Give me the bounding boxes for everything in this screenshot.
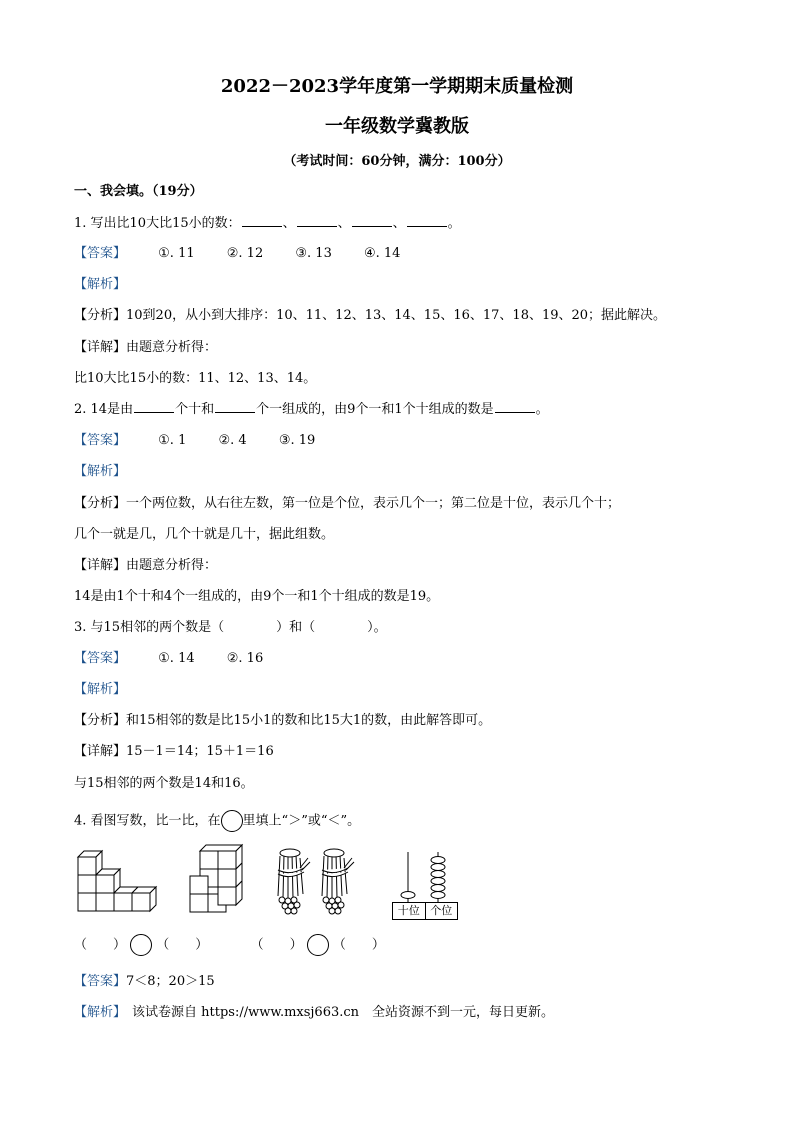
q2-jiexi-tag: 【解析】 bbox=[74, 464, 127, 479]
q2-conclusion: 14是由1个十和4个一组成的，由9个一和1个十组成的数是19。 bbox=[74, 589, 440, 604]
q3-answer-2: ②. 16 bbox=[226, 651, 264, 666]
q2-analysis-1: 【分析】一个两位数，从右往左数，第一位是个位，表示几个一；第二位是十位，表示几个十； bbox=[74, 496, 621, 511]
abacus-tens-label: 十位 bbox=[393, 903, 426, 919]
compare-circle-2[interactable] bbox=[307, 934, 329, 956]
cubes-7-figure bbox=[72, 846, 162, 916]
question-3: 3. 与15相邻的两个数是（ ）和（ ）。 bbox=[74, 620, 387, 635]
q2-blank-3[interactable] bbox=[495, 400, 535, 413]
question-2: 2. 14是由 个十和 个一组成的，由9个一和1个十组成的数是 。 bbox=[74, 402, 549, 417]
q3-detail: 【详解】15－1＝14；15＋1＝16 bbox=[74, 744, 274, 759]
q4-answer-value: 7＜8；20＞15 bbox=[126, 974, 215, 989]
q1-analysis: 【分析】10到20，从小到大排序：10、11、12、13、14、15、16、17、18、19、20；据此解决。 bbox=[74, 308, 667, 323]
stick-bundles-figure bbox=[274, 846, 366, 918]
question-1: 1. 写出比10大比15小的数： 、 、 、 。 bbox=[74, 216, 461, 231]
q2-answer-2: ②. 4 bbox=[218, 433, 247, 448]
section-heading: 一、我会填。（19分） bbox=[74, 184, 203, 199]
q3-answer-1: ①. 14 bbox=[158, 651, 195, 666]
abacus-ones-label: 个位 bbox=[430, 904, 453, 917]
compare-circle-1[interactable] bbox=[130, 934, 152, 956]
q1-answer bbox=[74, 244, 400, 264]
q4-paren-4[interactable]: （ ） bbox=[332, 937, 385, 953]
abacus-figure bbox=[392, 848, 460, 920]
exam-title: 2022－2023学年度第一学期期末质量检测 bbox=[220, 76, 574, 97]
q1-blank-4[interactable] bbox=[407, 214, 447, 227]
q1-answer-4: ④. 14 bbox=[363, 246, 401, 261]
q1-conclusion: 比10大比15小的数：11、12、13、14。 bbox=[74, 371, 317, 386]
q3-analysis: 【分析】和15相邻的数是比15小1的数和比15大1的数，由此解答即可。 bbox=[74, 713, 492, 728]
q2-detail: 【详解】由题意分析得： bbox=[74, 558, 218, 573]
exam-subtitle: 一年级数学冀教版 bbox=[325, 116, 469, 137]
q4-paren-3[interactable]: （ ） bbox=[250, 937, 303, 953]
q1-blank-1[interactable] bbox=[242, 214, 282, 227]
abacus-rods-icon bbox=[392, 848, 460, 904]
source-footer: 该试卷源自 https://www.mxsj663.cn 全站资源不到一元，每日更新。 bbox=[132, 1005, 555, 1020]
q4-paren-1[interactable]: （ ） bbox=[74, 937, 127, 953]
q1-blank-3[interactable] bbox=[352, 214, 392, 227]
exam-info: （考试时间：60分钟，满分：100分） bbox=[283, 154, 511, 169]
q1-stem: 1. 写出比10大比15小的数： bbox=[74, 216, 241, 231]
q4-paren-2[interactable]: （ ） bbox=[156, 937, 209, 953]
q4-jiexi: 【解析】 该试卷源自 https://www.mxsj663.cn 全站资源不到一元，每日更新。 bbox=[74, 1005, 555, 1020]
q3-conclusion: 与15相邻的两个数是14和16。 bbox=[74, 776, 254, 791]
q1-blank-2[interactable] bbox=[297, 214, 337, 227]
q2-blank-2[interactable] bbox=[215, 400, 255, 413]
q1-answer-2: ②. 12 bbox=[226, 246, 264, 261]
q1-answer-1: ①. 11 bbox=[158, 246, 195, 261]
q1-answer-3: ③. 13 bbox=[295, 246, 332, 261]
compare-circle-icon bbox=[221, 810, 243, 832]
q2-answer-1: ①. 1 bbox=[158, 433, 187, 448]
q2-answer: 【答案】 ①. 1 ②. 4 ③. 19 bbox=[74, 433, 316, 448]
answer-tag: 【答案】 bbox=[74, 246, 127, 261]
q3-answer: 【答案】 ①. 14 ②. 16 bbox=[74, 651, 264, 666]
q4-compare-row bbox=[74, 934, 385, 956]
q3-jiexi-tag: 【解析】 bbox=[74, 682, 127, 697]
cubes-8-figure bbox=[186, 842, 248, 918]
q1-detail: 【详解】由题意分析得： bbox=[74, 340, 218, 355]
q2-analysis-2: 几个一就是几，几个十就是几十，据此组数。 bbox=[74, 527, 335, 542]
q2-answer-3: ③. 19 bbox=[278, 433, 316, 448]
q4-answer: 【答案】7＜8；20＞15 bbox=[74, 974, 215, 989]
q1-jiexi-tag: 【解析】 bbox=[74, 277, 127, 292]
q2-blank-1[interactable] bbox=[134, 400, 174, 413]
question-4: 4. 看图写数，比一比，在 里填上“＞”或“＜”。 bbox=[74, 810, 360, 832]
